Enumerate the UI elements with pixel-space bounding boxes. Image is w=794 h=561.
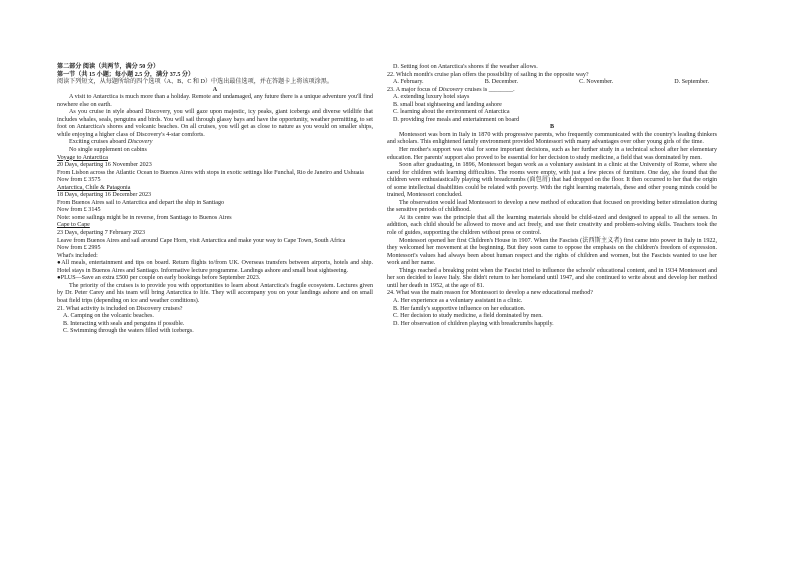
option-d: D. September. [674, 79, 709, 86]
exciting-ship: Discovery [127, 139, 153, 146]
question-21 [57, 306, 373, 336]
option-b: B. Her family's supportive influence on her education. [393, 305, 526, 312]
cruise-route: From Lisbon across the Atlantic Ocean to Buenos Aires with stops in exotic settings like Funchal, Rio de Janeiro and Ushuaia [57, 169, 364, 176]
passage-b-paragraph-7: Things reached a breaking point when the Fascist tried to influence the schools' educational content, and in 1934 Montessori and her son decided to leave Italy. She didn't return to her homeland until 1947, and she continued to write about and develop her method until her death in 1952, at the age of 81. [387, 267, 717, 289]
cruise-route: From Buenos Aires sail to Antarctica and depart the ship in Santiago [57, 199, 225, 206]
cruise-price: Now from £ 3575 [57, 177, 101, 184]
option-a: A. Her experience as a voluntary assistant in a clinic. [393, 297, 523, 304]
option-c: C. Swimming through the waters filled with icebergs. [63, 328, 194, 335]
included-title: What's included: [57, 252, 98, 259]
question-23 [387, 87, 717, 125]
passage-b-paragraph-3: Soon after graduating, in 1896, Montessori began work as a voluntary assistant in a clinic at the University of Rome, where she cared for children with learning difficulties. The rooms were empty, with just a few pieces of furniture. One day, she found that the children were enthusiastically playing with breadcrumbs (面包屑) that had dropped on the floor. It then occurred to her that the origin of some intellectual disabilities could be related with poverty. With the right learning materials, these and other young minds could be trained, Montessori concluded. [387, 162, 717, 199]
question-stem: 24. What was the main reason for Montessori to develop a new educational method? [387, 290, 594, 297]
cruise-voyage-to-antarctica [57, 155, 373, 185]
left-column [57, 64, 373, 336]
passage-a-intro-2: As you cruise in style aboard Discovery, you will gaze upon majestic, icy peaks, giant icebergs and diverse wildlife that includes whales, seals, penguins and birds. You will sail through glassy bays and have the opportunity, weather permitting, to set foot on Antarctica's shores and volcanic beaches. On all cruises, you will get as close to nature as you would on smaller ships, while enjoying a higher class of Discovery's 4-star comforts. [57, 109, 373, 138]
section-heading: 第一节（共 15 小题；每小题 2.5 分，满分 37.5 分） [57, 71, 195, 78]
cruise-price: Now from £ 3145 [57, 207, 101, 214]
cruise-note: Note: some sailings might be in reverse, from Santiago to Buenos Aires [57, 214, 232, 221]
option-a: A. Camping on the volcanic beaches. [63, 313, 154, 320]
question-22 [387, 72, 717, 87]
passage-b-paragraph-1: Montessori was born in Italy in 1870 with progressive parents, who frequently communicated with the country's leading thinkers and scholars. This enlightened family environment provided Montessori with many advantages over other young girls of the time. [387, 131, 717, 146]
question-stem: 21. What activity is included on Discovery cruises? [57, 305, 183, 312]
cruise-price: Now from £ 2995 [57, 245, 101, 252]
included-item-2: ●PLUS—Save an extra £500 per couple on early bookings before September 2023. [57, 275, 261, 282]
option-c: C. Her decision to study medicine, a field dominated by men. [393, 313, 543, 320]
cruise-route: Leave from Buenos Aires and sail around Cape Horn, visit Antarctica and make your way to Cape Town, South Africa [57, 237, 346, 244]
instruction-text: 阅读下列短文，从每题所给的四个选项（A、B、C 和 D）中选出最佳选项，并在答题卡上将该项涂黑。 [57, 79, 333, 86]
exciting-prefix: Exciting cruises aboard [69, 139, 128, 146]
cruise-antarctica-chile-patagonia [57, 185, 373, 223]
q21-option-d: D. Setting foot on Antarctica's shores if the weather allows. [393, 64, 538, 70]
passage-b-paragraph-5: At its centre was the principle that all the learning materials should be child-sized and designed to appeal to all the senses. In addition, each child should be allowed to move and act freely, and use their creativity and problem-solving skills. Teachers took the role of guides, supporting the children without press or control. [387, 214, 717, 237]
option-c: C. November. [579, 79, 614, 86]
option-a: A. extending luxury hotel stays [393, 94, 470, 101]
right-column [387, 64, 717, 328]
option-a: A. February. [393, 79, 424, 86]
cruise-title: Voyage to Antarctica [57, 154, 108, 161]
stem-ship: Discovery [438, 86, 464, 93]
included-item-1: ●All meals, entertainment and tips on board. Return flights to/from UK. Overseas transfers between airports, hotels and ship. Hotel stays in Buenos Aires and Santiago. Informative lecture programme. Landings ashore and small boat sightseeing. [57, 260, 373, 274]
passage-b-paragraph-6: Montessori opened her first Children's House in 1907. When the Fascists (法西斯主义者) first came into power in Italy in 1922, they welcomed her movement at the beginning. But they soon came to oppose the emphasis on the children's freedom of expression. Montessori's values had always been about human respect and the rights of children and women, but the Fascists wanted to use her work and her name. [387, 237, 717, 267]
option-d: D. Her observation of children playing with breadcrumbs happily. [393, 320, 554, 327]
no-supplement-line: No single supplement on cabins [69, 147, 147, 154]
stem-prefix: 23. A major focus of [387, 86, 439, 93]
part-heading: 第二部分 阅读（共两节，满分 50 分） [57, 64, 160, 70]
cruise-title: Antarctica, Chile & Patagonia [57, 184, 131, 191]
option-b: B. December. [484, 79, 519, 86]
cruise-title: Cape to Cape [57, 222, 90, 229]
cruise-days: 20 Days, departing 16 November 2023 [57, 162, 152, 169]
passage-a-intro-1: A visit to Antarctica is much more than a holiday. Remote and undamaged, any future there is a unique adventure you'll find nowhere else on earth. [57, 94, 373, 108]
passage-b-paragraph-2: Her mother's support was vital for some important decisions, such as her further study in a technical school after her elementary education. Her parents' support also proved to be essential for her decision to study medicine, a field that was dominated by men. [387, 147, 717, 161]
cruise-days: 18 Days, departing 16 December 2023 [57, 192, 152, 199]
question-stem [387, 87, 717, 95]
exciting-cruises-line [57, 139, 373, 147]
passage-b-label: B [549, 124, 555, 131]
options-row [387, 79, 717, 87]
question-24 [387, 290, 717, 328]
cruise-cape-to-cape [57, 222, 373, 252]
option-c: C. learning about the environment of Antarctica [393, 109, 510, 116]
passage-b-paragraph-4: The observation would lead Montessori to develop a new method of education that focused on providing better stimulation during the sensitive periods of childhood. [387, 199, 717, 214]
option-d: D. providing free meals and entertainment on board [393, 116, 520, 123]
stem-suffix: cruises is ________. [463, 86, 515, 93]
question-stem: 22. Which month's cruise plan offers the possibility of sailing in the opposite way? [387, 71, 589, 78]
priority-paragraph: The priority of the cruises is to provide you with opportunities to learn about Antarctica's fragile ecosystem. Lectures given by Dr. Peter Carey and his team will bring Antarctica to life. They will accompany you on your landings ashore and on small boat field trips (depending on ice and weather conditions). [57, 282, 373, 304]
cruise-days: 23 Days, departing 7 February 2023 [57, 230, 146, 237]
option-b: B. small boat sightseeing and landing ashore [393, 101, 502, 108]
option-b: B. Interacting with seals and penguins if possible. [63, 320, 185, 327]
passage-a-label: A [212, 86, 218, 93]
